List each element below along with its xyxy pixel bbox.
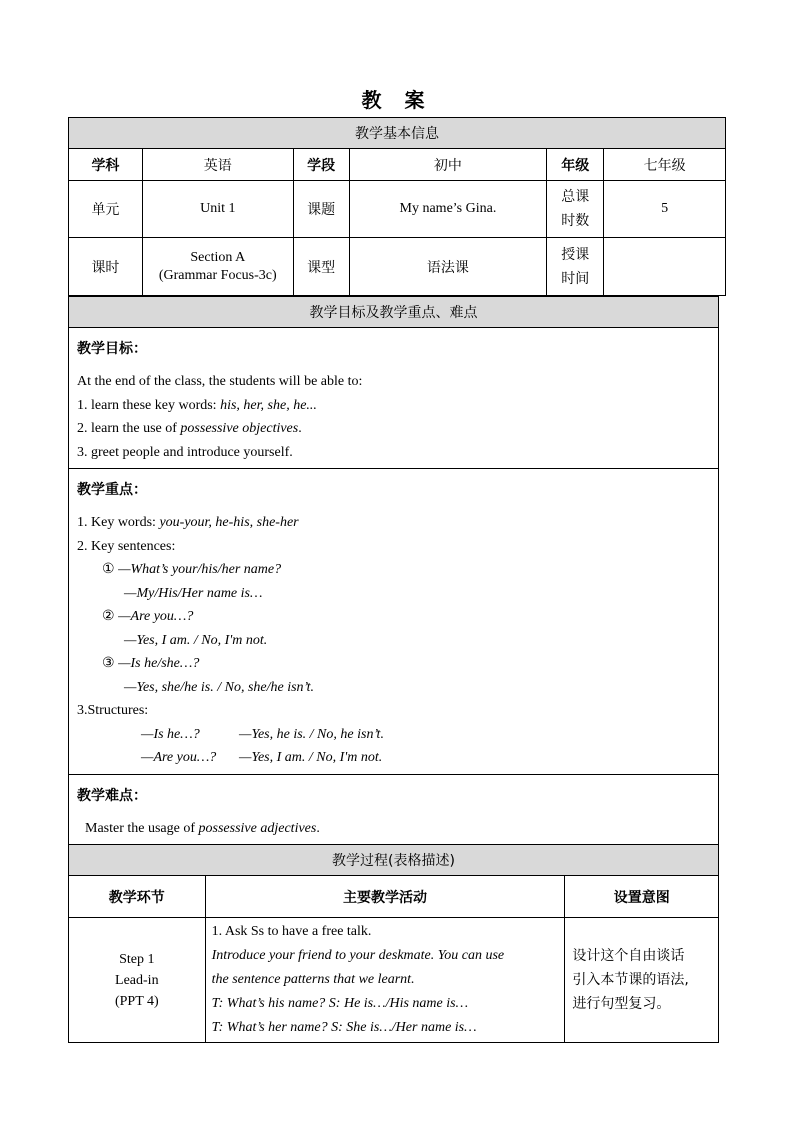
key-points-section: [69, 469, 719, 775]
total-hours-value: 5: [604, 181, 726, 238]
intent-line: 进行句型复习。: [572, 996, 671, 1012]
page-title: 教 案: [361, 88, 433, 112]
lesson-type-label: 课型: [293, 238, 349, 296]
key-words: you-your, he-his, she-her: [159, 515, 299, 530]
subject-label: 学科: [69, 149, 143, 181]
total-hours-label-line2: 时数: [561, 213, 590, 229]
key-sentence: [77, 652, 710, 676]
step-name: Step 1: [119, 951, 155, 967]
topic-value: My name’s Gina.: [349, 181, 547, 238]
circled-number: ③: [102, 656, 115, 671]
grade-label: 年级: [547, 149, 604, 181]
key-words-label: 1. Key words:: [77, 515, 160, 530]
key-sentence: [77, 558, 710, 582]
total-hours-label-line1: 总课: [561, 189, 590, 205]
goal-emphasis: his, her, she, he...: [220, 397, 317, 413]
col-header-intent: 设置意图: [565, 876, 719, 918]
intent-cell: [565, 918, 719, 1043]
stage-label: 学段: [293, 149, 349, 181]
goal-item: [77, 441, 710, 465]
teaching-time-label: [547, 238, 604, 296]
activity-line: 1. Ask Ss to have a free talk.: [211, 924, 372, 939]
activity-line: T: What’s her name? S: She is…/Her name is…: [211, 1020, 477, 1035]
goal-item: [77, 394, 710, 418]
period-value: [142, 238, 293, 296]
intent-line: 引入本节课的语法,: [572, 972, 689, 988]
objectives-header: 教学目标及教学重点、难点: [69, 297, 719, 328]
structure-line: [77, 723, 710, 747]
goal-text: 1. learn these key words:: [77, 397, 221, 413]
sentence-text: —Is he/she…?: [118, 656, 200, 671]
stage-value: 初中: [349, 149, 547, 181]
circled-number: ①: [102, 562, 115, 577]
structure-line: [77, 746, 710, 770]
unit-value: Unit 1: [142, 181, 293, 238]
goal-text: 3. greet people and introduce yourself.: [77, 444, 293, 460]
difficult-points-section: [69, 774, 719, 845]
col-header-stage: 教学环节: [69, 876, 206, 918]
subject-value: 英语: [142, 149, 293, 181]
teaching-goals-title: 教学目标：: [77, 341, 147, 357]
goals-intro: At the end of the class, the students will be able to:: [77, 374, 363, 389]
structure-answer: —Yes, he is. / No, he isn’t.: [239, 726, 384, 742]
difficult-text: Master the usage of: [85, 820, 199, 836]
key-sentences-label: 2. Key sentences:: [77, 538, 176, 554]
objectives-table: [68, 296, 719, 1043]
basic-info-header: 教学基本信息: [69, 118, 726, 149]
teaching-time-label-line1: 授课: [561, 246, 590, 263]
grade-value: 七年级: [604, 149, 726, 181]
sentence-text: —Are you…?: [118, 609, 194, 624]
teaching-goals-section: [69, 328, 719, 469]
activities-cell: [205, 918, 565, 1043]
goal-emphasis: possessive objectives: [180, 421, 299, 436]
teaching-time-value: [604, 238, 726, 296]
activity-line: T: What’s his name? S: He is…/His name is…: [211, 996, 469, 1011]
process-header: 教学过程(表格描述): [69, 845, 719, 876]
col-header-activities: 主要教学活动: [205, 876, 565, 918]
period-label: 课时: [69, 238, 143, 296]
basic-info-table: [68, 117, 726, 296]
structure-question: —Are you…?: [141, 750, 217, 765]
key-sentence: —Yes, I am. / No, I'm not.: [124, 632, 268, 648]
activity-line: the sentence patterns that we learnt.: [211, 972, 415, 987]
step-ppt: (PPT 4): [114, 993, 159, 1009]
key-points-title: 教学重点：: [77, 482, 147, 498]
lesson-type-value: 语法课: [349, 238, 547, 296]
unit-label: 单元: [69, 181, 143, 238]
difficult-points-title: 教学难点：: [77, 787, 147, 804]
structure-answer: —Yes, I am. / No, I'm not.: [239, 750, 383, 765]
difficult-emphasis: possessive adjectives: [198, 820, 317, 836]
period-value-line2: (Grammar Focus-3c): [158, 267, 277, 283]
goal-text: 2. learn the use of: [77, 421, 181, 436]
total-hours-label: [547, 181, 604, 238]
topic-label: 课题: [293, 181, 349, 238]
key-sentence: —My/His/Her name is…: [124, 585, 263, 601]
step-cell: [69, 918, 206, 1043]
circled-number: ②: [102, 609, 115, 624]
step-sub: Lead-in: [115, 972, 159, 988]
activity-line: Introduce your friend to your deskmate. You can use: [211, 948, 505, 963]
difficult-suffix: .: [316, 820, 320, 836]
goal-suffix: .: [298, 421, 302, 436]
structure-question: —Is he…?: [141, 726, 200, 742]
structures-label: 3.Structures:: [77, 703, 149, 718]
teaching-time-label-line2: 时间: [561, 270, 590, 287]
goal-item: [77, 417, 710, 441]
key-sentence: —Yes, she/he is. / No, she/he isn’t.: [124, 679, 315, 695]
period-value-line1: Section A: [190, 249, 246, 265]
key-sentence: [77, 605, 710, 629]
intent-line: 设计这个自由谈话: [572, 948, 685, 964]
sentence-text: —What’s your/his/her name?: [118, 562, 282, 577]
difficult-points-text: [77, 817, 710, 841]
key-words-line: [77, 511, 710, 535]
